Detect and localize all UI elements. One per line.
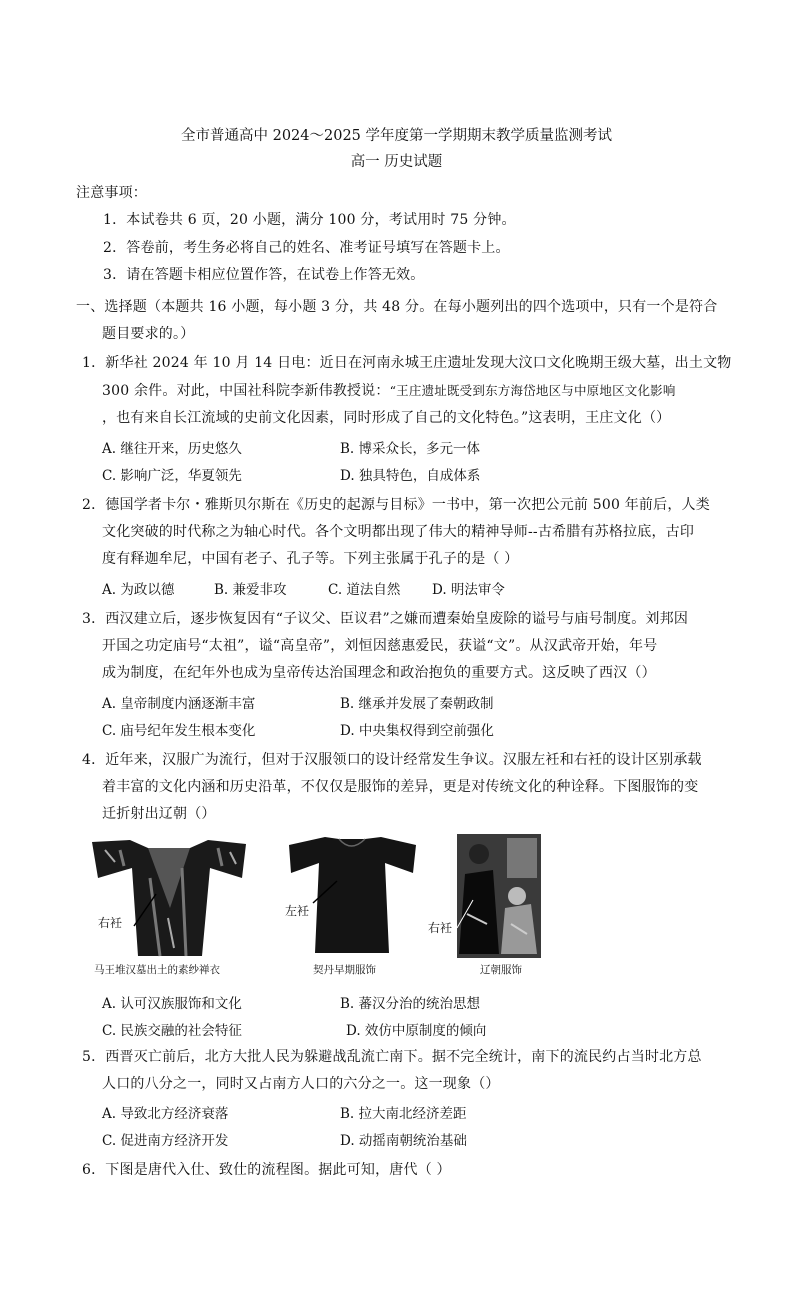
q3-stem: 3．西汉建立后，逐步恢复因有“子议父、臣议君”之嫌而遭秦始皇废除的谥号与庙号制度。刘邦因	[82, 611, 689, 627]
q5-option-d[interactable]: D. 动摇南朝统治基础	[340, 1133, 467, 1149]
figure-3-label: 右衽	[428, 921, 453, 935]
q5-stem: 人口的八分之一，同时又占南方人口的六分之一。这一现象（）	[102, 1076, 500, 1092]
q1-quote: “王庄遗址既受到东方海岱地区与中原地区文化影响	[389, 383, 676, 398]
q2-option-a[interactable]: A. 为政以德	[102, 582, 175, 598]
q1-stem	[102, 380, 676, 400]
q2-stem: 文化突破的时代称之为轴心时代。各个文明都出现了伟大的精神导师--古希腊有苏格拉底，古印	[102, 524, 695, 540]
q3-option-a[interactable]: A. 皇帝制度内涵逐渐丰富	[102, 696, 256, 712]
q1-option-a[interactable]: A. 继往开来，历史悠久	[102, 441, 242, 457]
q6-stem: 6．下图是唐代入仕、致仕的流程图。据此可知，唐代（ ）	[82, 1162, 451, 1178]
figure-2-caption: 契丹早期服饰	[313, 964, 376, 976]
q2-stem: 2．德国学者卡尔・雅斯贝尔斯在《历史的起源与目标》一书中，第一次把公元前 500 年前后，人类	[82, 497, 710, 513]
note-item: 3．请在答题卡相应位置作答，在试卷上作答无效。	[103, 267, 425, 283]
q5-option-c[interactable]: C. 促进南方经济开发	[102, 1133, 229, 1149]
q1-stem: 1．新华社 2024 年 10 月 14 日电：近日在河南永城王庄遗址发现大汶口文化晚期王级大墓，出土文物	[82, 355, 732, 371]
figure-liao-clothing	[457, 834, 541, 958]
q4-option-c[interactable]: C. 民族交融的社会特征	[102, 1023, 242, 1039]
section-heading-cont: 题目要求的。）	[102, 326, 195, 342]
figure-3-caption: 辽朝服饰	[480, 964, 522, 976]
q2-option-b[interactable]: B. 兼爱非攻	[214, 582, 287, 598]
q1-stem: ，也有来自长江流域的史前文化因素，同时形成了自己的文化特色。”这表明，王庄文化（）	[102, 410, 671, 426]
note-item: 1．本试卷共 6 页，20 小题，满分 100 分，考试用时 75 分钟。	[103, 212, 516, 228]
exam-title: 全市普通高中 2024～2025 学年度第一学期期末教学质量监测考试	[180, 128, 613, 144]
q4-stem: 着丰富的文化内涵和历史沿革，不仅仅是服饰的差异，更是对传统文化的种诠释。下图服饰的变	[102, 779, 699, 795]
q2-option-d[interactable]: D. 明法审令	[432, 582, 505, 598]
q2-stem: 度有释迦牟尼，中国有老子、孔子等。下列主张属于孔子的是（ ）	[102, 551, 519, 567]
notes-heading: 注意事项：	[76, 185, 147, 201]
q5-option-a[interactable]: A. 导致北方经济衰落	[102, 1106, 229, 1122]
exam-subtitle: 高一 历史试题	[350, 154, 443, 170]
figure-khitan-robe	[285, 833, 420, 957]
q3-stem: 开国之功定庙号“太祖”，谥“高皇帝”，刘恒因慈惠爱民，获谥“文”。从汉武帝开始，年号	[102, 638, 658, 654]
q1-option-b[interactable]: B. 博采众长，多元一体	[340, 441, 481, 457]
q1-option-d[interactable]: D. 独具特色，自成体系	[340, 468, 481, 484]
figure-1-label: 右衽	[98, 916, 123, 930]
q4-stem: 迁折射出辽朝（）	[102, 806, 216, 822]
q3-option-b[interactable]: B. 继承并发展了秦朝政制	[340, 696, 494, 712]
q4-stem: 4．近年来，汉服广为流行，但对于汉服领口的设计经常发生争议。汉服左衽和右衽的设计区别承载	[82, 752, 702, 768]
q1-option-c[interactable]: C. 影响广泛，华夏领先	[102, 468, 242, 484]
section-heading: 一、选择题（本题共 16 小题，每小题 3 分，共 48 分。在每小题列出的四个选项中，只有一个是符合	[76, 299, 718, 315]
q5-stem: 5．西晋灭亡前后，北方大批人民为躲避战乱流亡南下。据不完全统计，南下的流民约占当时北方总	[82, 1049, 702, 1065]
q3-option-d[interactable]: D. 中央集权得到空前强化	[340, 723, 494, 739]
q4-option-d[interactable]: D. 效仿中原制度的倾向	[346, 1023, 487, 1039]
figure-2-label: 左衽	[285, 904, 310, 918]
q3-stem: 成为制度，在纪年外也成为皇帝传达治国理念和政治抱负的重要方式。这反映了西汉（）	[102, 665, 656, 681]
q4-option-a[interactable]: A. 认可汉族服饰和文化	[102, 996, 242, 1012]
q1-stem-text: 300 余件。对此，中国社科院李新伟教授说：	[102, 383, 390, 399]
figure-mawangdui-robe	[90, 838, 250, 958]
q5-option-b[interactable]: B. 拉大南北经济差距	[340, 1106, 467, 1122]
figure-1-caption: 马王堆汉墓出土的素纱禅衣	[94, 964, 220, 976]
note-item: 2．答卷前，考生务必将自己的姓名、准考证号填写在答题卡上。	[103, 240, 510, 256]
q2-option-c[interactable]: C. 道法自然	[328, 582, 401, 598]
q4-option-b[interactable]: B. 蕃汉分治的统治思想	[340, 996, 481, 1012]
q3-option-c[interactable]: C. 庙号纪年发生根本变化	[102, 723, 256, 739]
